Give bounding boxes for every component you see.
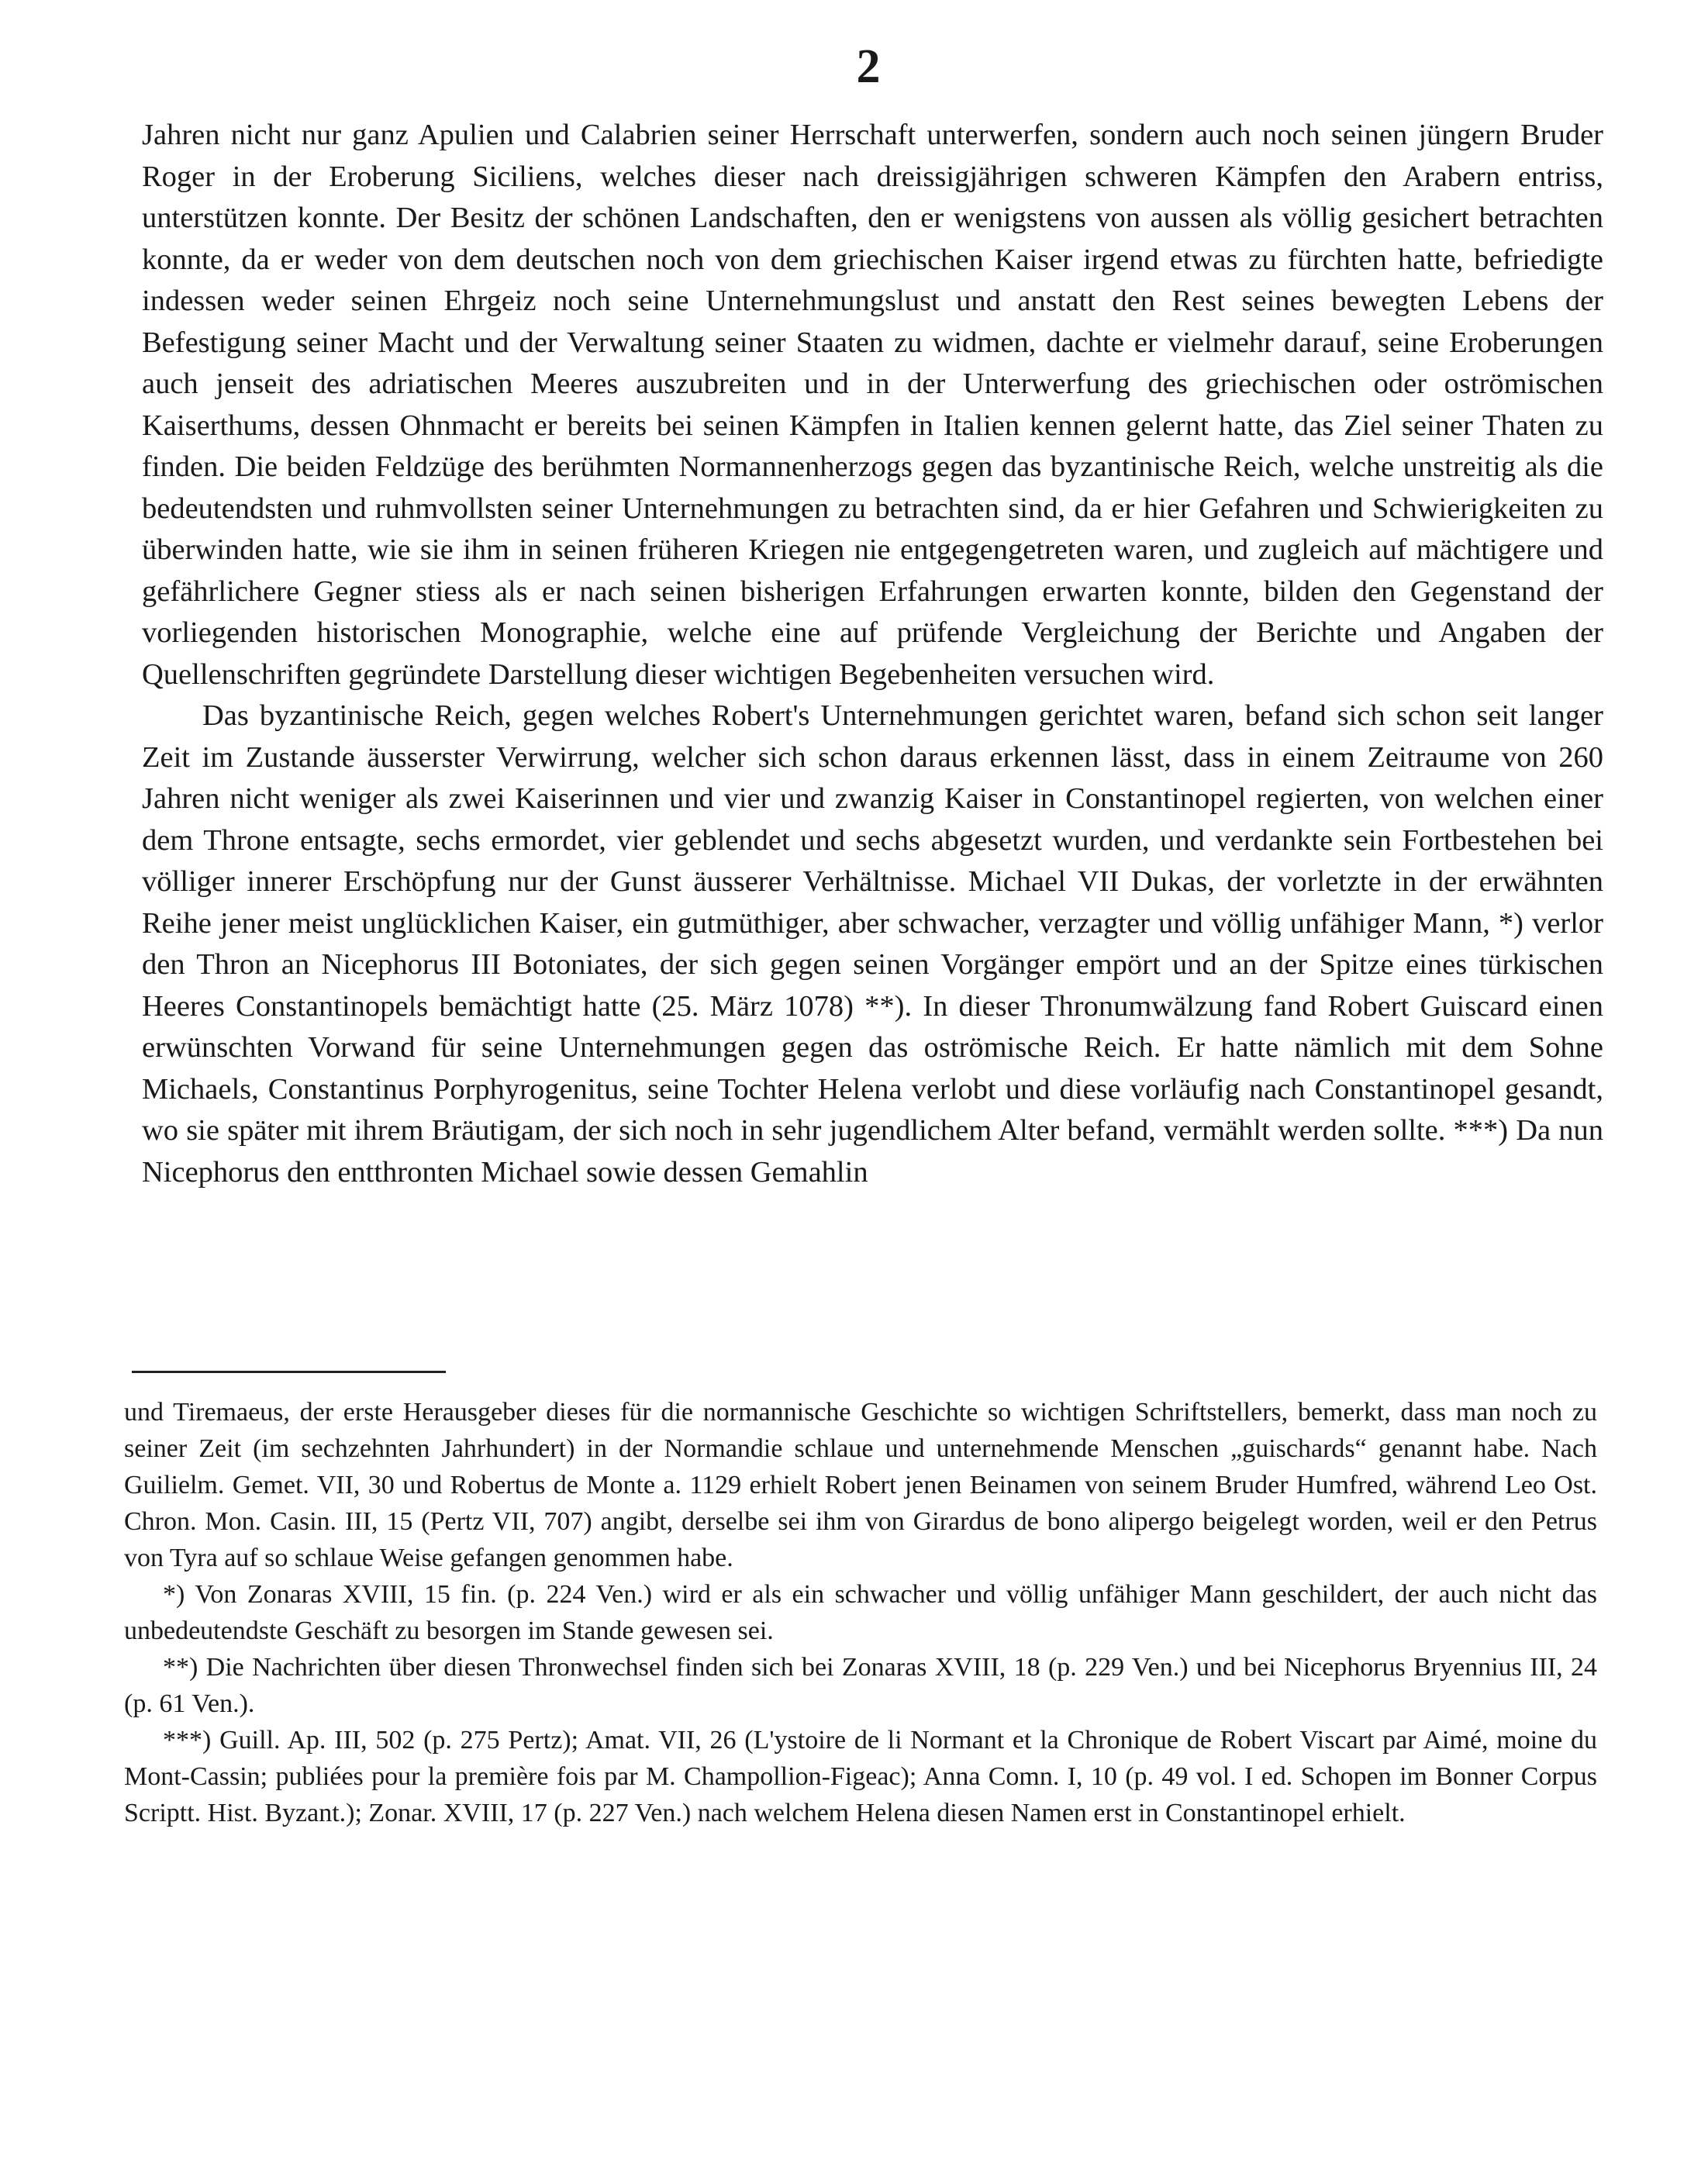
footnote-continuation: und Tiremaeus, der erste Herausgeber dieses für die normannische Geschichte so wichtigen Schriftstellers, bemerkt, dass man noch zu seiner Zeit (im sechzehnten Jahrhundert) in der Normandie schlaue und unternehmende Menschen „guischards“ genannt habe. Nach Guilielm. Gemet. VII, 30 und Robertus de Monte a. 1129 erhielt Robert jenen Beinamen von seinem Bruder Humfred, während Leo Ost. Chron. Mon. Casin. III, 15 (Pertz VII, 707) angibt, derselbe sei ihm von Girardus de bono alipergo beigelegt worden, weil er den Petrus von Tyra auf so schlaue Weise gefangen genommen habe. (124, 1398, 1597, 1572)
footnote-2: **) Die Nachrichten über diesen Thronwechsel finden sich bei Zonaras XVIII, 18 (p. 229 Ven.) und bei Nicephorus Bryennius III, 24 (p. 61 Ven.). (124, 1653, 1597, 1718)
paragraph-continuation: Jahren nicht nur ganz Apulien und Calabrien seiner Herrschaft unterwerfen, sondern auch noch seinen jüngern Bruder Roger in der Eroberung Siciliens, welches dieser nach dreissigjährigen schweren Kämpfen den Arabern entriss, unterstützen konnte. Der Besitz der schönen Landschaften, den er wenigstens von aussen als völlig gesichert betrachten konnte, da er weder von dem deutschen noch von dem griechischen Kaiser irgend etwas zu fürchten hatte, befriedigte indessen weder seinen Ehrgeiz noch seine Unternehmungslust und anstatt den Rest seines bewegten Lebens der Befestigung seiner Macht und der Verwaltung seiner Staaten zu widmen, dachte er vielmehr darauf, seine Eroberungen auch jenseit des adriatischen Meeres auszubreiten und in der Unterwerfung des griechischen oder oströmischen Kaiserthums, dessen Ohnmacht er bereits bei seinen Kämpfen in Italien kennen gelernt hatte, das Ziel seiner Thaten zu finden. Die beiden Feldzüge des berühmten Normannenherzogs gegen das byzantinische Reich, welche unstreitig als die bedeutendsten und ruhmvollsten seiner Unternehmungen zu betrachten sind, da er hier Gefahren und Schwierigkeiten zu überwinden hatte, wie sie ihm in seinen früheren Kriegen nie entgegengetreten waren, und zugleich auf mächtigere und gefährlichere Gegner stiess als er nach seinen bisherigen Erfahrungen erwarten konnte, bilden den Gegenstand der vorliegenden historischen Monographie, welche eine auf prüfende Vergleichung der Berichte und Angaben der Quellenschriften gegründete Darstellung dieser wichtigen Begebenheiten versuchen wird. (142, 119, 1603, 691)
page-number: 2 (856, 40, 881, 93)
paragraph-byzantine-empire: Das byzantinische Reich, gegen welches Robert's Unternehmungen gerichtet waren, befand sich schon seit langer Zeit im Zustande äusserster Verwirrung, welcher sich schon daraus erkennen lässt, dass in einem Zeitraume von 260 Jahren nicht weniger als zwei Kaiserinnen und vier und zwanzig Kaiser in Constantinopel regierten, von welchen einer dem Throne entsagte, sechs ermordet, vier geblendet und sechs abgesetzt wurden, und verdankte sein Fortbestehen bei völliger innerer Erschöpfung nur der Gunst äusserer Verhältnisse. Michael VII Dukas, der vorletzte in der erwähnten Reihe jener meist unglücklichen Kaiser, ein gutmüthiger, aber schwacher, verzagter und völlig unfähiger Mann, *) verlor den Thron an Nicephorus III Botoniates, der sich gegen seinen Vorgänger empört und an der Spitze eines türkischen Heeres Constantinopels bemächtigt hatte (25. März 1078) **). In dieser Thronumwälzung fand Robert Guiscard einen erwünschten Vorwand für seine Unternehmungen gegen das oströmische Reich. Er hatte nämlich mit dem Sohne Michaels, Constantinus Porphyrogenitus, seine Tochter Helena verlobt und diese vorläufig nach Constantinopel gesandt, wo sie später mit ihrem Bräutigam, der sich noch in sehr jugendlichem Alter befand, vermählt werden sollte. ***) Da nun Nicephorus den entthronten Michael sowie dessen Gemahlin (142, 699, 1603, 1189)
footnote-3: ***) Guill. Ap. III, 502 (p. 275 Pertz); Amat. VII, 26 (L'ystoire de li Normant et la Chronique de Robert Viscart par Aimé, moine du Mont-Cassin; publiées pour la première fois par M. Champollion-Figeac); Anna Comn. I, 10 (p. 49 vol. I ed. Schopen im Bonner Corpus Scriptt. Hist. Byzant.); Zonar. XVIII, 17 (p. 227 Ven.) nach welchem Helena diesen Namen erst in Constantinopel erhielt. (124, 1726, 1597, 1827)
footnote-divider (132, 1371, 446, 1373)
footnotes (124, 1394, 1597, 1831)
footnote-1: *) Von Zonaras XVIII, 15 fin. (p. 224 Ven.) wird er als ein schwacher und völlig unfähiger Mann geschildert, der auch nicht das unbedeutendste Geschäft zu besorgen im Stande gewesen sei. (124, 1580, 1597, 1645)
main-text (142, 115, 1603, 1193)
